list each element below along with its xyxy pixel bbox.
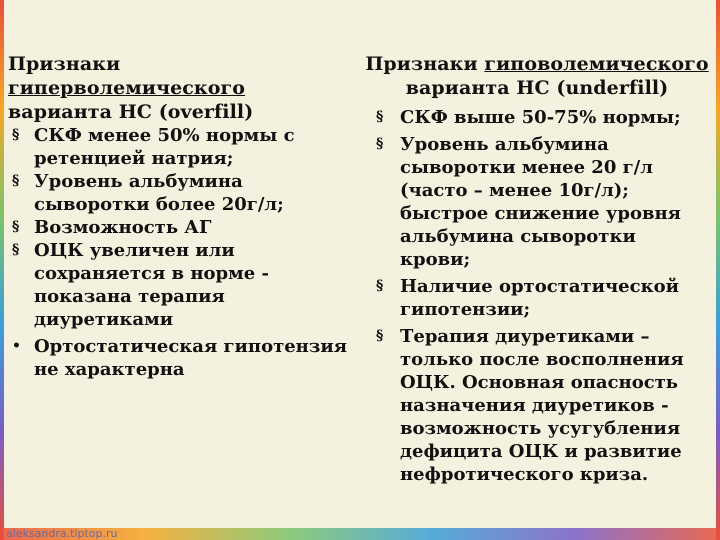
list-item-text: Возможность АГ (34, 217, 212, 238)
bullet-icon: § (12, 242, 20, 258)
bullet-icon: § (12, 127, 20, 143)
list-item-text: Ортостатическая гипотензия не характерна (34, 336, 347, 380)
right-decorative-border (716, 0, 720, 540)
list-item-text: СКФ менее 50% нормы с ретенцией натрия; (34, 125, 295, 169)
bullet-icon: § (12, 219, 20, 235)
title-suffix: варианта НС (underfill) (405, 77, 669, 99)
hypervolemic-column (8, 52, 353, 381)
title-prefix: Признаки (8, 53, 121, 75)
list-item-text: СКФ выше 50-75% нормы; (400, 107, 681, 128)
list-item-text: Уровень альбумина сыворотки более 20г/л; (34, 171, 284, 215)
list-item-text: ОЦК увеличен или сохраняется в норме - показана терапия диуретиками (34, 240, 269, 330)
hypovolemic-title (362, 52, 712, 100)
hypovolemic-list (362, 106, 712, 486)
title-suffix: варианта НС (overfill) (8, 101, 254, 123)
list-item (8, 124, 353, 170)
list-item (362, 133, 712, 271)
hypervolemic-title (8, 52, 353, 124)
bullet-icon: § (12, 173, 20, 189)
list-item (8, 335, 353, 381)
bullet-icon: § (376, 136, 384, 152)
list-item-text: Терапия диуретиками – только после восполнения ОЦК. Основная опасность назначения диуретиков - возможность усугубления дефицита ОЦК и развитие нефротического криза. (400, 326, 684, 485)
bullet-icon: § (376, 328, 384, 344)
hypovolemic-term: гиповолемического (484, 53, 709, 75)
left-decorative-border (0, 0, 4, 540)
hypovolemic-column (362, 52, 712, 486)
list-item-text: Наличие ортостатической гипотензии; (400, 276, 679, 320)
title-prefix: Признаки (365, 53, 485, 75)
list-item-text: Уровень альбумина сыворотки менее 20 г/л (часто – менее 10г/л); быстрое снижение уровня альбумина сыворотки крови; (400, 134, 681, 270)
bullet-icon: § (376, 278, 384, 294)
list-item (362, 275, 712, 321)
hypervolemic-term: гиперволемического (8, 77, 246, 99)
list-item (8, 239, 353, 331)
list-item (362, 325, 712, 486)
bullet-icon: • (12, 338, 21, 354)
list-item (8, 216, 353, 239)
watermark: aleksandra.tiptop.ru (6, 527, 118, 540)
list-item (362, 106, 712, 129)
bullet-icon: § (376, 109, 384, 125)
hypervolemic-list (8, 124, 353, 381)
list-item (8, 170, 353, 216)
